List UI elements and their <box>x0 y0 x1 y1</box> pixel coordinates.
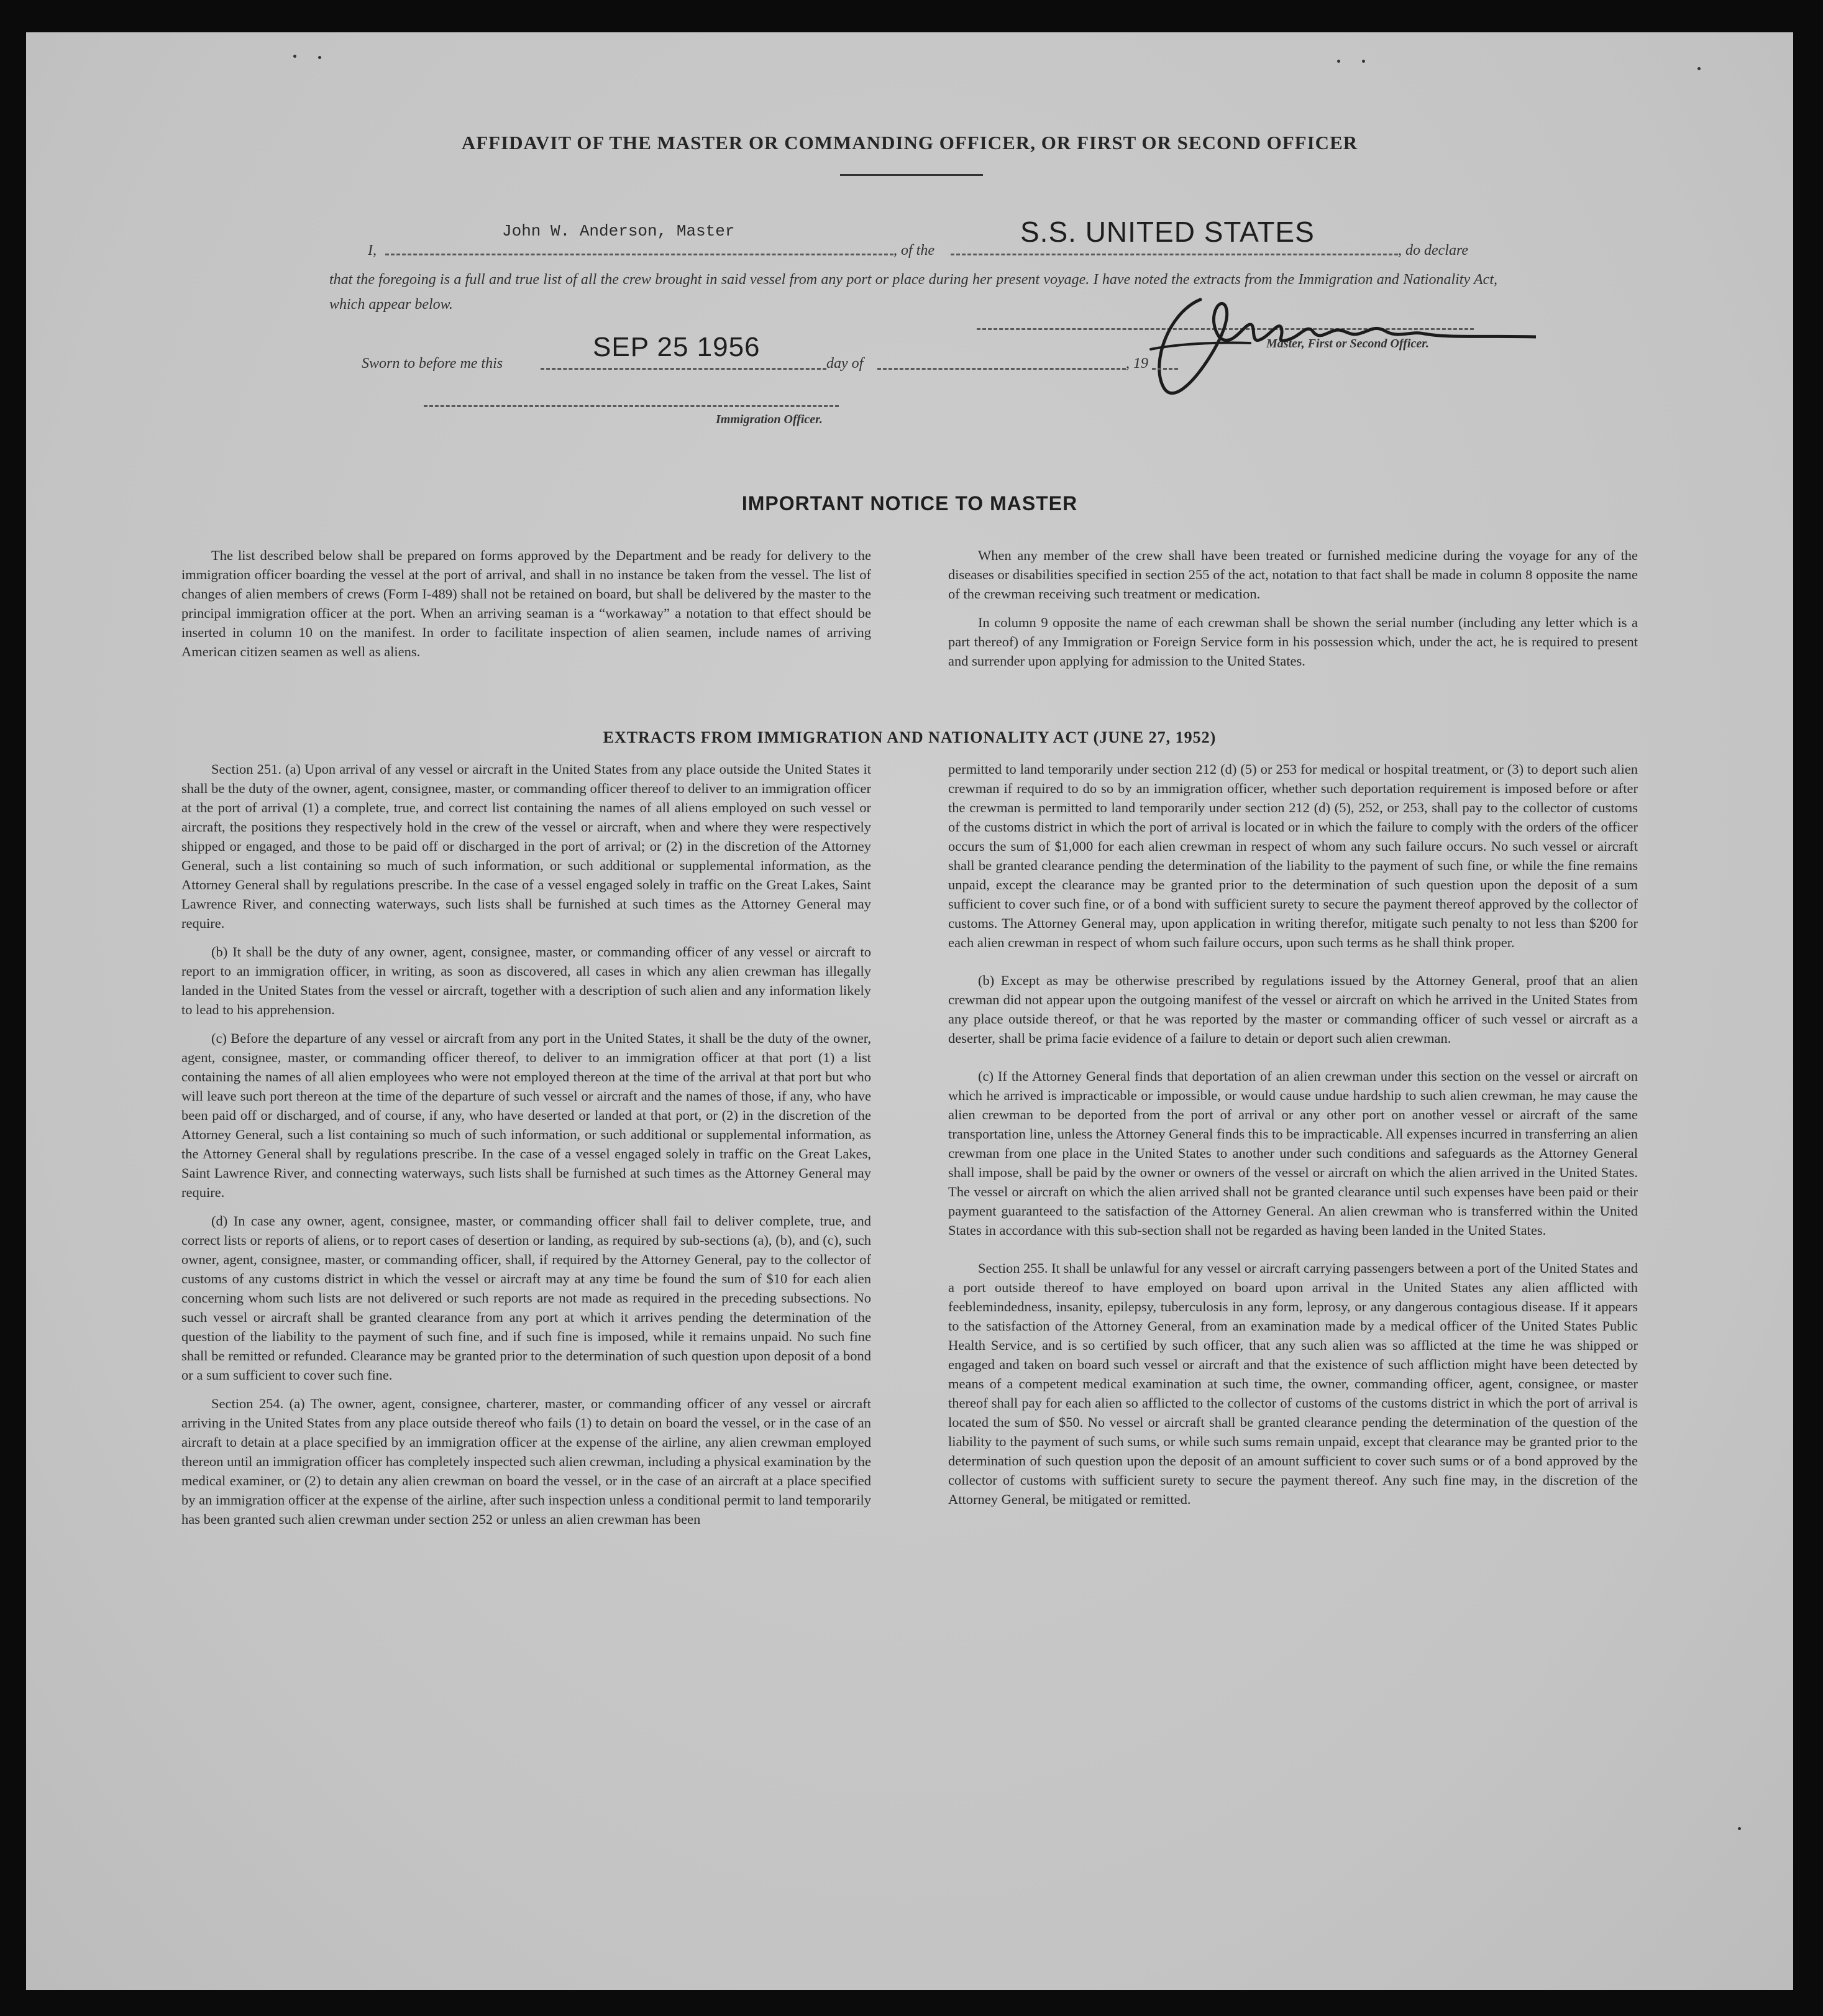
vessel-name-value: S.S. UNITED STATES <box>1020 216 1315 248</box>
declaration-text: that the foregoing is a full and true list of all the crew brought in said vessel from any port or place during her present voyage. I have noted the extracts from the Immigration and Nationality Act, which appear below. <box>329 272 1497 313</box>
of-the-label: , of the <box>893 242 934 259</box>
extracts-right-column <box>948 759 1638 1518</box>
scan-speck <box>1362 60 1365 63</box>
sworn-day-line <box>541 368 826 370</box>
notice-title: IMPORTANT NOTICE TO MASTER <box>741 492 1078 515</box>
scan-speck <box>1738 1827 1741 1830</box>
i-label: I, <box>368 242 377 259</box>
notice-right-paragraph-1: When any member of the crew shall have been treated or furnished medicine during the voyage for any of the diseases or disabilities specified in section 255 of the act, notation to that fact shall be made in column 8 opposite the name of the crewman receiving such treatment or medication. <box>948 548 1638 602</box>
master-name-line <box>385 254 893 255</box>
notice-right-column <box>948 546 1638 680</box>
section-254-a: Section 254. (a) The owner, agent, consignee, charterer, master, or commanding officer of any vessel or aircraft arriving in the United States from any place outside thereof who fails (1) to detain on board the vessel, or in the case of an aircraft to detain at a place specified by an immigration officer at the expense of the airline, any alien crewman employed thereon until an immigration officer has completely inspected such alien crewman, including a physical examination by the medical examiner, or (2) to detain any alien crewman on board the vessel, or in the case of an aircraft at a place specified by an immigration officer at the expense of the airline, after such inspection unless a conditional permit to land temporarily has been granted such alien crewman under section 252 or unless an alien crewman has been <box>181 1396 871 1527</box>
immigration-officer-label: Immigration Officer. <box>716 413 823 426</box>
immigration-officer-line <box>424 405 839 407</box>
scan-speck <box>1337 60 1340 63</box>
notice-left-column <box>181 546 871 671</box>
month-line <box>877 368 1126 370</box>
section-251-c: (c) Before the departure of any vessel or aircraft from any port in the United States, it shall be the duty of the owner, agent, consignee, master, or commanding officer thereof, to deliver to an immigration officer at that port (1) a list containing the names of all alien employees who were not employed thereon at the time of the arrival at that port but who will leave such port thereon at the time of the departure of such vessel or aircraft and the names of those, if any, who have been paid off or discharged, and of course, if any, who have deserted or landed at that port, or (2) in the discretion of the Attorney General, such a list containing so much of such information, or such additional or supplemental information, as the Attorney General shall by regulations prescribe. In the case of a vessel engaged solely in traffic on the Great Lakes, Saint Lawrence River, and connecting waterways, such lists shall be furnished at such times as the Attorney General may require. <box>181 1030 871 1200</box>
notice-right-paragraph-2: In column 9 opposite the name of each crewman shall be shown the serial number (including any letter which is a part thereof) of any Immigration or Foreign Service form in his possession which, under the act, he is required to present and surrender upon applying for admission to the United States. <box>948 615 1638 669</box>
section-254-c: (c) If the Attorney General finds that deportation of an alien crewman under this section on the vessel or aircraft on which he arrived is impracticable or impossible, or would cause undue hardship to such alien crewman, he may cause the alien crewman to be deported from the port of arrival or any other port on another vessel or aircraft of the same transportation line, unless the Attorney General finds this to be impracticable. All expenses incurred in transferring an alien crewman from one place in the United States to another under such conditions and safeguards as the Attorney General shall impose, shall be paid by the owner or owners of the vessel or aircraft on which the alien arrived in the United States. The vessel or aircraft on which the alien arrived shall not be granted clearance until such expenses have been paid or their payment guaranteed to the satisfaction of the Attorney General. An alien crewman who is transferred within the United States in accordance with this sub-section shall not be regarded as having been landed in the United States. <box>948 1068 1638 1238</box>
do-declare-label: , do declare <box>1398 242 1469 259</box>
section-255: Section 255. It shall be unlawful for any vessel or aircraft carrying passengers between a port of the United States and a port outside thereof to have employed on board upon arrival in the United States any alien afflicted with feeblemindedness, insanity, epilepsy, tuberculosis in any form, leprosy, or any dangerous contagious disease. If it appears to the satisfaction of the Attorney General, from an examination made by a medical officer of the United States Public Health Service, and is so certified by such officer, that any such alien was so afflicted at the time he was shipped or engaged and taken on board such vessel or aircraft and that the existence of such affliction might have been detected by means of a competent medical examination at such time, the owner, commanding officer, agent, consignee, or master thereof shall pay for each alien so afflicted to the collector of customs of the customs district in which the port of arrival is located the sum of $50. No vessel or aircraft shall be granted clearance pending the determination of the question of the liability to the payment of such sums, or while such sums remain unpaid, except that clearance may be granted prior to the determination of such question upon the deposit of an amount sufficient to cover such sums or of a bond approved by the collector of customs with sufficient surety to secure the payment thereof. Any such fine may, in the discretion of the Attorney General, be mitigated or remitted. <box>948 1260 1638 1507</box>
affidavit-title: AFFIDAVIT OF THE MASTER OR COMMANDING OFFICER, OR FIRST OR SECOND OFFICER <box>461 132 1358 153</box>
sworn-date-stamp: SEP 25 1956 <box>593 332 761 362</box>
vessel-name-line <box>951 254 1398 255</box>
section-254-a-continued: permitted to land temporarily under section 212 (d) (5) or 253 for medical or hospital treatment, or (3) to deport such alien crewman if required to do so by an immigration officer, whether such deportation requirement is imposed before or after the crewman is permitted to land temporarily under section 212 (d) (5), 252, or 253, shall pay to the collector of customs of the customs district in which the port of arrival is located or in which the failure to comply with the orders of the officer occurs the sum of $1,000 for each alien crewman in respect of whom any such failure occurs. No such vessel or aircraft shall be granted clearance pending the determination of the liability to the payment of such fine, or while the fine remains unpaid, except the clearance may be granted prior to the determination of such question upon the deposit of a sum sufficient to cover such fine, or of a bond with sufficient surety to secure the payment thereof approved by the collector of customs. The Attorney General may, upon application in writing therefor, mitigate such penalty to not less than $200 for each alien crewman in respect of whom such failure occurs, upon such terms as he shall think proper. <box>948 761 1638 950</box>
sworn-label: Sworn to before me this <box>362 355 503 372</box>
day-of-label: day of <box>826 355 864 372</box>
section-251-d: (d) In case any owner, agent, consignee, master, or commanding officer shall fail to deliver complete, true, and correct lists or reports of aliens, or to report cases of desertion or landing, as required by sub-sections (a), (b), and (c), such owner, agent, consignee, master, or commanding officer, shall, if required by the Attorney General, pay to the collector of customs of any customs district in which the vessel or aircraft may at any time be found the sum of $10 for each alien concerning whom such lists are not delivered or such reports are not made as required in the preceding subsections. No such vessel or aircraft shall be granted clearance from any port at which it arrives pending the determination of the question of the liability to the payment of such fine, and if such fine is imposed, while it remains unpaid. No such fine shall be remitted or refunded. Clearance may be granted prior to the determination of such question upon deposit of a bond or a sum sufficient to cover such fine. <box>181 1213 871 1383</box>
scan-speck <box>318 56 321 59</box>
master-name-value: John W. Anderson, Master <box>502 222 735 241</box>
scan-speck <box>1697 67 1701 70</box>
scan-speck <box>293 55 296 58</box>
document-page <box>26 32 1793 1990</box>
extracts-left-column <box>181 759 871 1538</box>
section-254-b: (b) Except as may be otherwise prescribed by regulations issued by the Attorney General, proof that an alien crewman did not appear upon the outgoing manifest of the vessel or aircraft on which he arrived in the United States from any place outside thereof, or that he was reported by the master or commanding officer of such vessel or aircraft as a deserter, shall be prima facie evidence of a failure to detain or deport such alien crewman. <box>948 973 1638 1046</box>
section-251-b: (b) It shall be the duty of any owner, agent, consignee, master, or commanding officer of any vessel or aircraft to report to an immigration officer, in writing, as soon as discovered, all cases in which any alien crewman has illegally landed in the United States from the vessel or aircraft, together with a description of such alien and any information likely to lead to his apprehension. <box>181 944 871 1017</box>
signature-caption: Master, First or Second Officer. <box>1266 337 1429 351</box>
notice-left-paragraph: The list described below shall be prepared on forms approved by the Department and be ready for delivery to the immigration officer boarding the vessel at the port of arrival, and shall in no instance be taken from the vessel. The list of changes of alien members of crews (Form I-489) shall not be retained on board, but shall be delivered by the master to the principal immigration officer at the port. When an arriving seaman is a “workaway” a notation to that effect should be inserted in column 10 on the manifest. In order to facilitate inspection of alien seamen, include names of arriving American citizen seamen as well as aliens. <box>181 548 871 659</box>
title-rule <box>840 174 983 176</box>
section-251-a: Section 251. (a) Upon arrival of any vessel or aircraft in the United States from any place outside the United States it shall be the duty of the owner, agent, consignee, master, or commanding officer thereof to deliver to an immigration officer at the port of arrival (1) a complete, true, and correct list containing the names of all aliens employed on such vessel or aircraft, the positions they respectively hold in the crew of the vessel or aircraft, when and where they were respectively shipped or engaged, and those to be paid off or discharged in the port of arrival; or (2) in the discretion of the Attorney General, such a list containing so much of such information, or such additional or supplemental information, as the Attorney General shall by regulations prescribe. In the case of a vessel engaged solely in traffic on the Great Lakes, Saint Lawrence River, and connecting waterways, such lists shall be furnished at such times as the Attorney General may require. <box>181 761 871 931</box>
year-label: , 19 <box>1126 355 1148 372</box>
extracts-title: EXTRACTS FROM IMMIGRATION AND NATIONALITY ACT (JUNE 27, 1952) <box>603 728 1217 746</box>
year-line <box>1152 368 1178 370</box>
